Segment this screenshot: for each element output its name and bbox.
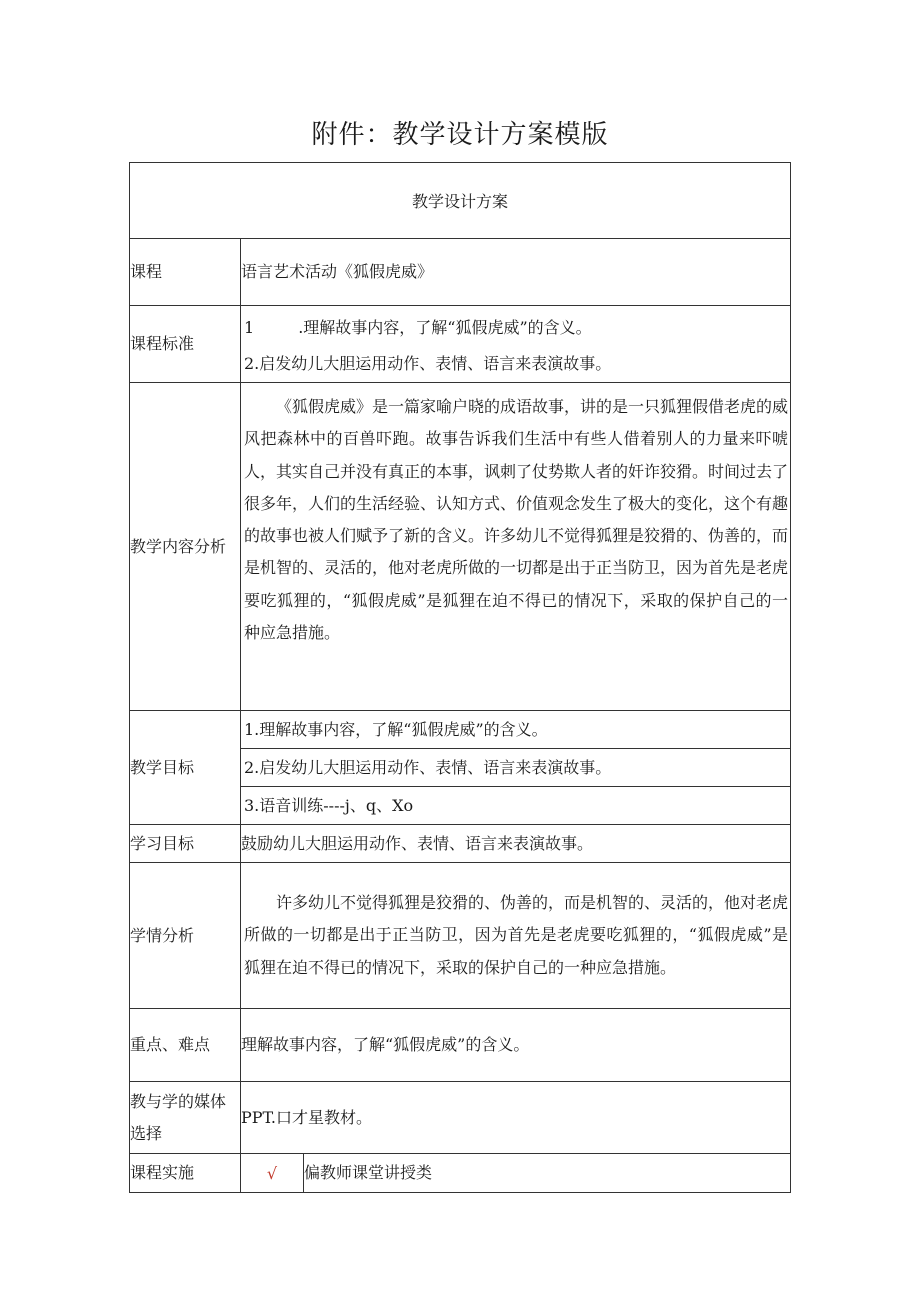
teaching-plan-table bbox=[129, 162, 791, 1193]
learner-analysis-label: 学情分析 bbox=[130, 863, 241, 1009]
content-analysis-row bbox=[130, 383, 791, 711]
standard-line-1-number: 1 bbox=[244, 318, 255, 337]
learning-goals-value: 鼓励幼儿大胆运用动作、表情、语言来表演故事。 bbox=[241, 825, 791, 863]
caption-row bbox=[130, 163, 791, 239]
learning-goals-label: 学习目标 bbox=[130, 825, 241, 863]
teaching-goal-item: 1.理解故事内容，了解“狐假虎威”的含义。 bbox=[241, 711, 790, 749]
table-caption: 教学设计方案 bbox=[130, 163, 791, 239]
implementation-row bbox=[130, 1154, 791, 1193]
course-value: 语言艺术活动《狐假虎威》 bbox=[241, 239, 791, 306]
key-points-value: 理解故事内容，了解“狐假虎威”的含义。 bbox=[241, 1009, 791, 1082]
key-points-label: 重点、难点 bbox=[130, 1009, 241, 1082]
teaching-goals-cell bbox=[241, 711, 791, 825]
content-analysis-text: 《狐假虎威》是一篇家喻户晓的成语故事，讲的是一只狐狸假借老虎的威风把森林中的百兽吓跑。故事告诉我们生活中有些人借着别人的力量来吓唬人，其实自己并没有真正的本事，讽刺了仗势欺人者的奸诈狡猾。时间过去了很多年，人们的生活经验、认知方式、价值观念发生了极大的变化，这个有趣的故事也被人们赋予了新的含义。许多幼儿不觉得狐狸是狡猾的、伪善的，而是机智的、灵活的，他对老虎所做的一切都是出于正当防卫，因为首先是老虎要吃狐狸的，“狐假虎威”是狐狸在迫不得已的情况下，采取的保护自己的一种应急措施。 bbox=[244, 397, 789, 643]
standard-line-1 bbox=[241, 310, 790, 346]
teaching-goal-item: 3.语音训练----j、q、Xo bbox=[244, 796, 414, 815]
teaching-goal-item: 2.启发幼儿大胆运用动作、表情、语言来表演故事。 bbox=[241, 749, 790, 787]
teaching-goals-label: 教学目标 bbox=[130, 711, 241, 825]
check-mark-icon: √ bbox=[241, 1154, 304, 1193]
teaching-goals-row bbox=[130, 711, 791, 825]
content-analysis-cell bbox=[241, 383, 791, 711]
key-points-row bbox=[130, 1009, 791, 1082]
learning-goals-row bbox=[130, 825, 791, 863]
content-analysis-label: 教学内容分析 bbox=[130, 383, 241, 711]
implementation-value: 偏教师课堂讲授类 bbox=[304, 1154, 791, 1193]
standard-label: 课程标准 bbox=[130, 306, 241, 383]
course-label: 课程 bbox=[130, 239, 241, 306]
learner-analysis-cell bbox=[241, 863, 791, 1009]
implementation-label: 课程实施 bbox=[130, 1154, 241, 1193]
media-value: PPT.口才星教材。 bbox=[241, 1082, 791, 1154]
media-row bbox=[130, 1082, 791, 1154]
standard-row bbox=[130, 306, 791, 383]
learner-analysis-text: 许多幼儿不觉得狐狸是狡猾的、伪善的，而是机智的、灵活的，他对老虎所做的一切都是出于正当防卫，因为首先是老虎要吃狐狸的，“狐假虎威”是狐狸在迫不得已的情况下，采取的保护自己的一种应急措施。 bbox=[244, 893, 789, 977]
standard-line-2: 2.启发幼儿大胆运用动作、表情、语言来表演故事。 bbox=[244, 354, 612, 373]
document-title: 附件：教学设计方案模版 bbox=[311, 120, 609, 150]
learner-analysis-row bbox=[130, 863, 791, 1009]
standard-line-1-text: .理解故事内容，了解“狐假虎威”的含义。 bbox=[298, 318, 592, 337]
media-label: 教与学的媒体选择 bbox=[130, 1082, 241, 1154]
standard-value bbox=[241, 306, 791, 383]
course-row bbox=[130, 239, 791, 306]
